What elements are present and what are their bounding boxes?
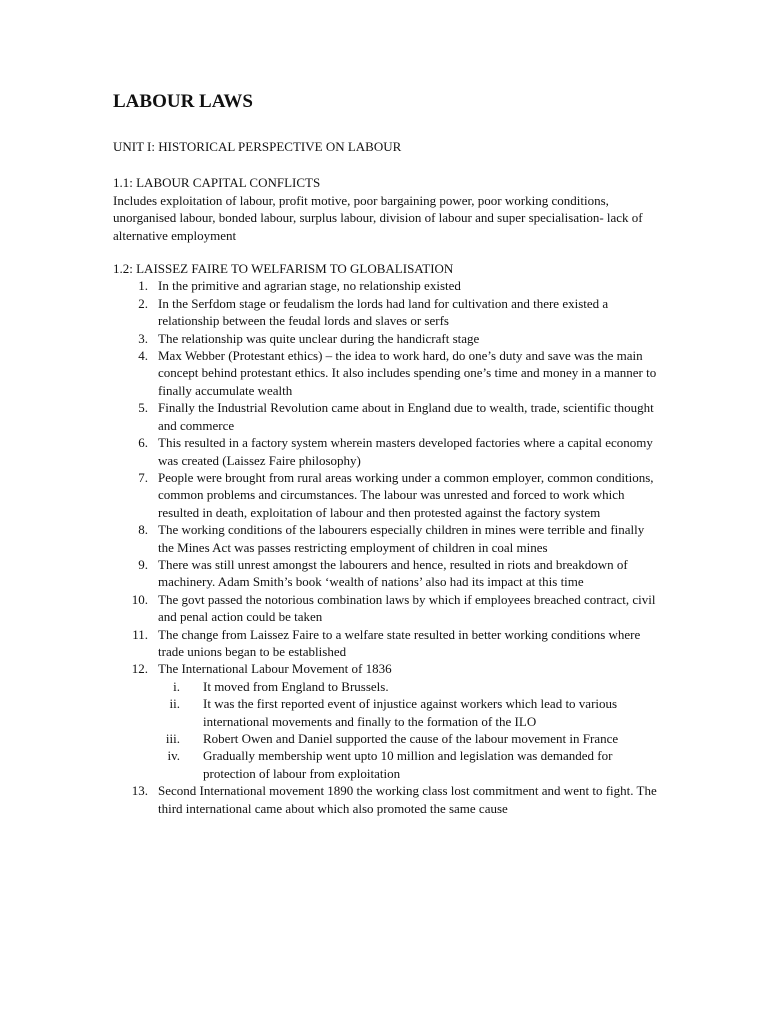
list-item (113, 277, 658, 294)
sub-list-item-text: Robert Owen and Daniel supported the cause of the labour movement in France (203, 731, 619, 746)
sub-list-item-number: iv. (167, 748, 180, 764)
list-item (113, 330, 658, 347)
list-item-text: Max Webber (Protestant ethics) – the idea to work hard, do one’s duty and save was the main concept behind protestant ethics. It also includes spending one’s time and money in a manner to finally accumulate wealth (158, 348, 657, 398)
list-item-number: 11. (132, 626, 148, 642)
sub-list-item-text: It moved from England to Brussels. (203, 678, 389, 694)
list-item (113, 399, 658, 434)
list-item (113, 347, 658, 399)
list-item-text: The govt passed the notorious combination laws by which if employees breached contract, civil and penal action could be taken (158, 591, 656, 625)
list-item-text: This resulted in a factory system wherein masters developed factories where a capital economy was created (Laissez Faire philosophy) (158, 435, 653, 468)
sub-list-item (158, 695, 658, 730)
document-title: LABOUR LAWS (113, 91, 253, 112)
sub-list-item-text: It was the first reported event of injustice against workers which lead to various international movements and finally to the formation of the ILO (203, 696, 618, 729)
list-item-number: 3. (138, 330, 148, 346)
list-item (113, 469, 658, 521)
list-item (113, 295, 658, 330)
list-item-text: The change from Laissez Faire to a welfare state resulted in better working conditions where trade unions began to be established (158, 626, 641, 659)
list-item-text: The working conditions of the labourers especially children in mines were terrible and finally the Mines Act was passes restricting employment of children in coal mines (158, 522, 645, 555)
section-1-1-text: Includes exploitation of labour, profit motive, poor bargaining power, poor working conditions, unorganised labour, bonded labour, surplus labour, division of labour and super specialisation- lack of alternative employment (113, 192, 643, 243)
list-item-number: 7. (138, 469, 148, 485)
section-1-2-heading: 1.2: LAISSEZ FAIRE TO WELFARISM TO GLOBALISATION (113, 261, 454, 277)
list-item-text: The International Labour Movement of 1836 (158, 661, 392, 677)
section-1-2-list (113, 277, 658, 817)
list-item-number: 8. (138, 522, 148, 538)
sub-list-item (158, 678, 658, 695)
sub-list-item (158, 730, 658, 747)
sub-list-item-number: iii. (165, 731, 180, 746)
list-item (113, 660, 658, 782)
list-item-text: In the primitive and agrarian stage, no relationship existed (158, 278, 461, 294)
list-item-text: There was still unrest amongst the labourers and hence, resulted in riots and breakdown of machinery. Adam Smith’s book ‘wealth of nations’ also had its impact at this time (158, 556, 628, 590)
unit-heading: UNIT I: HISTORICAL PERSPECTIVE ON LABOUR (113, 139, 402, 154)
sub-list-item-text: Gradually membership went upto 10 million and legislation was demanded for protection of labour from exploitation (203, 748, 613, 781)
list-item-text: In the Serfdom stage or feudalism the lords had land for cultivation and there existed a relationship between the feudal lords and slaves or serfs (158, 295, 609, 329)
list-item (113, 556, 658, 591)
sub-list (158, 678, 658, 782)
sub-list-item-number: ii. (169, 696, 180, 712)
list-item (113, 521, 658, 556)
section-1-1-heading: 1.1: LABOUR CAPITAL CONFLICTS (113, 175, 321, 191)
list-item (113, 626, 658, 661)
list-item-number: 6. (138, 435, 148, 451)
list-item-number: 12. (131, 661, 148, 677)
list-item-number: 9. (138, 556, 148, 572)
list-item-text: People were brought from rural areas working under a common employer, common conditions, common problems and circumstances. The labour was unrested and forced to work which resulted in death, exploitation of labour and then protested against the factory system (158, 469, 654, 520)
sub-list-item-number: i. (173, 678, 180, 694)
list-item (113, 782, 658, 817)
list-item-number: 1. (138, 278, 148, 294)
list-item-text: The relationship was quite unclear during the handicraft stage (158, 330, 480, 346)
list-item-number: 4. (138, 348, 148, 364)
list-item-number: 10. (131, 591, 148, 607)
list-item-text: Finally the Industrial Revolution came about in England due to wealth, trade, scientific thought and commerce (158, 400, 654, 433)
list-item (113, 591, 658, 626)
document-body (113, 90, 658, 817)
list-item-number: 13. (131, 783, 148, 799)
list-item-number: 2. (138, 295, 148, 311)
list-item (113, 434, 658, 469)
list-item-text: Second International movement 1890 the working class lost commitment and went to fight. The third international came about which also promoted the same cause (158, 783, 657, 816)
sub-list-item (158, 747, 658, 782)
list-item-number: 5. (138, 400, 148, 416)
